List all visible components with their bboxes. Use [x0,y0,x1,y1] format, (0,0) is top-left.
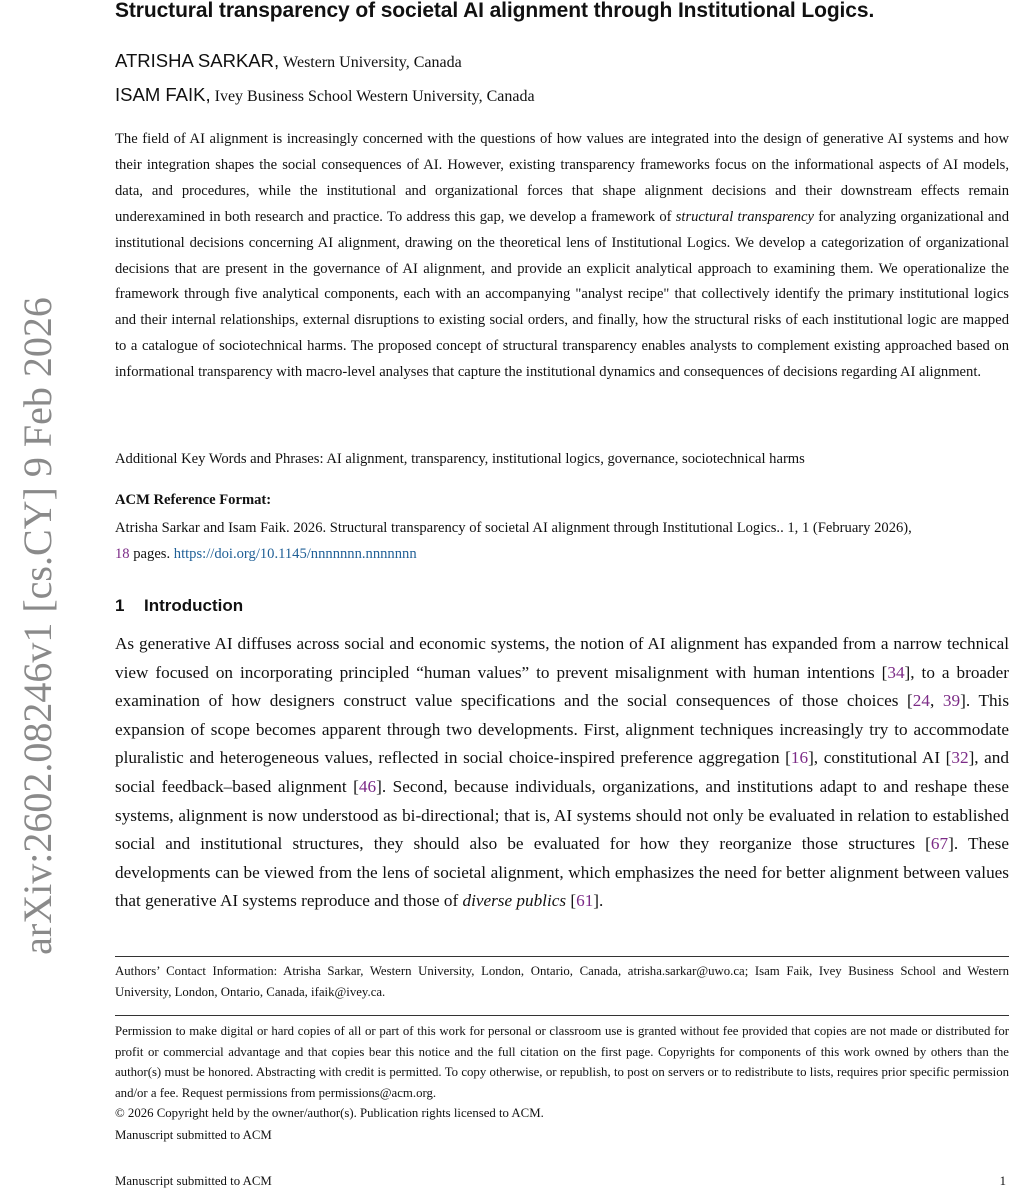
section-title: Introduction [144,596,244,615]
body-text: As generative AI diffuses across social and economic systems, the notion of AI alignment has expanded from a narrow technical view focused on incorporating principled “human values” to prevent misalignment with human intentions [ [115,634,1009,682]
author-affiliation: Ivey Business School Western University, Canada [214,88,535,105]
reference-text: Atrisha Sarkar and Isam Faik. 2026. Structural transparency of societal AI alignment through Institutional Logics.. 1, 1 (February 2026), [115,520,912,536]
author-name: ATRISHA SARKAR, [115,50,280,71]
author-contact-footnote: Authors’ Contact Information: Atrisha Sarkar, Western University, London, Ontario, Canada, atrisha.sarkar@uwo.ca; Isam Faik, Ivey Business School and Western University, London, Ontario, Canada, ifaik@ivey.ca. [115,964,1009,999]
emphasis-text: diverse publics [462,891,567,911]
body-text: ]. [593,891,604,911]
section-heading [115,596,243,616]
abstract [115,127,1009,386]
body-text: , [929,691,943,711]
body-text: ], to a broader examination of how designers construct value specifications and the social consequences of those choices [ [115,662,1009,711]
author-1 [115,50,462,72]
section-number: 1 [115,596,125,615]
footnote-divider [115,1015,1009,1016]
body-text: ]. Second, because individuals, organizations, and institutions adapt to and reshape these systems, alignment is now understood as bi-directional; that is, AI systems should not only be evaluated in relation to established social and institutional structures, they should also be evaluated for how they reorganize those structures [ [115,776,1009,854]
body-text: ]. These developments can be viewed from the lens of societal alignment, which emphasizes the need for better alignment between values that generative AI systems reproduce and those of [115,834,1009,911]
author-affiliation: Western University, Canada [283,54,462,71]
body-text: [ [566,891,577,911]
reference-format [115,515,1009,567]
citation-link[interactable]: 34 [887,662,905,682]
arxiv-identifier-stamp: arXiv:2602.08246v1 [cs.CY] 9 Feb 2026 [15,297,60,955]
footnote-divider [115,956,1009,957]
doi-link[interactable]: https://doi.org/10.1145/nnnnnnn.nnnnnnn [173,546,417,562]
author-2 [115,84,535,106]
citation-link[interactable]: 16 [790,748,809,768]
running-footer: Manuscript submitted to ACM [115,1174,272,1188]
page-count-link[interactable]: 18 [115,546,130,562]
abstract-text: The field of AI alignment is increasingly concerned with the questions of how values are integrated into the design of generative AI systems and how their integration shapes the social consequences of AI. However, existing transparency frameworks focus on the informational aspects of AI models, data, and procedures, while the institutional and organizational forces that shape alignment decisions and their downstream effects remain underexamined in both research and practice. To address this gap, we develop a framework of [115,131,1009,225]
body-text: ]. This expansion of scope becomes apparent through two developments. First, alignment techniques increasingly try to accommodate pluralistic and heterogeneous values, reflected in social choice-inspired preference aggregation [ [115,691,1009,768]
citation-link[interactable]: 46 [358,776,377,796]
author-name: ISAM FAIK, [115,84,211,105]
citation-link[interactable]: 24 [912,691,930,711]
abstract-emphasis: structural transparency [675,208,814,225]
citation-link[interactable]: 67 [930,834,949,854]
citation-link[interactable]: 32 [951,748,969,768]
body-text: ], and social feedback–based alignment [ [115,748,1009,796]
reference-format-heading: ACM Reference Format: [115,492,272,508]
abstract-text: for analyzing organizational and institutional decisions concerning AI alignment, drawing on the theoretical lens of Institutional Logics. We develop a categorization of organizational decisions that are present in the governance of AI alignment, and provide an explicit analytical approach to examining them. We operationalize the framework through five analytical components, each with an accompanying "analyst recipe" that collectively identify the primary institutional logics and their internal relationships, external disruptions to existing social orders, and finally, how the structural risks of each institutional logic are mapped to a catalogue of sociotechnical harms. The proposed concept of structural transparency enables analysts to complement existing approached based on informational transparency with macro-level analyses that capture the institutional dynamics and consequences of decisions regarding AI alignment. [115,208,1009,381]
copyright-notice: © 2026 Copyright held by the owner/author(s). Publication rights licensed to ACM. [115,1106,544,1120]
citation-link[interactable]: 39 [942,691,961,711]
reference-text: pages. [129,546,174,562]
permission-notice: Permission to make digital or hard copies of all or part of this work for personal or classroom use is granted without fee provided that copies are not made or distributed for profit or commercial advantage and that copies bear this notice and the full citation on the first page. Copyrights for components of this work owned by others than the author(s) must be honored. Abstracting with credit is permitted. To copy otherwise, or republish, to post on servers or to redistribute to lists, requires prior specific permission and/or a fee. Request permissions from permissions@acm.org. [115,1024,1009,1100]
manuscript-notice: Manuscript submitted to ACM [115,1128,272,1142]
page-number: 1 [999,1174,1006,1188]
keywords: Additional Key Words and Phrases: AI alignment, transparency, institutional logics, governance, sociotechnical harms [115,451,805,467]
paper-title: Structural transparency of societal AI alignment through Institutional Logics. [115,0,875,22]
introduction-paragraph [115,630,1009,916]
body-text: ], constitutional AI [ [808,748,952,768]
citation-link[interactable]: 61 [576,891,594,911]
